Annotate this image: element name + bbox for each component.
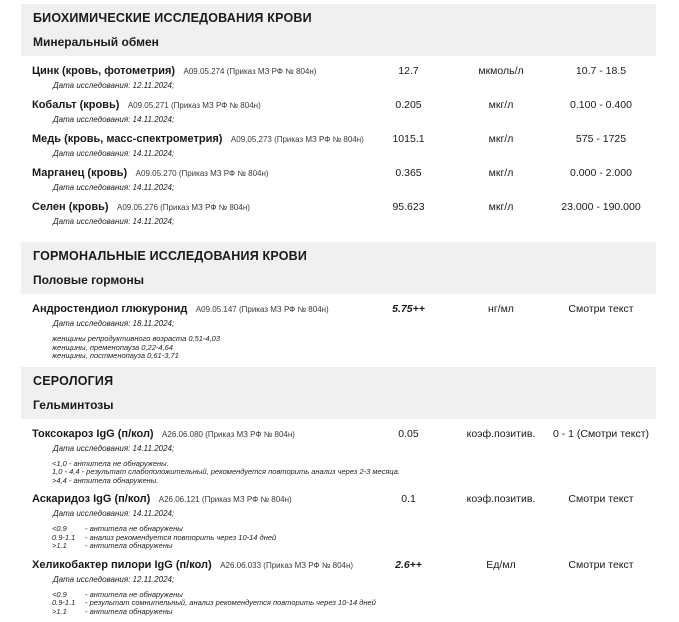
note-line: женщины, постменопауза 0,61-3,71 [52, 352, 656, 361]
test-name: Андростендиол глюкуронид [32, 303, 187, 315]
note-line: <1,0 - антитела не обнаружены. [52, 460, 656, 469]
test-row-helicobacter [21, 555, 656, 617]
section-rows-serology [21, 419, 656, 622]
test-row-main [21, 95, 656, 113]
test-reference-range: Смотри текст [546, 493, 656, 505]
section-rows-hormones [21, 294, 656, 367]
test-name: Медь (кровь, масс-спектрометрия) [32, 133, 222, 145]
note-threshold: <0.9 [52, 525, 85, 534]
test-name-cell [21, 197, 361, 215]
test-notes [52, 460, 656, 486]
test-name: Хеликобактер пилори IgG (п/кол) [32, 559, 212, 571]
test-name: Аскаридоз IgG (п/кол) [32, 493, 150, 505]
test-reference-range: Смотри текст [546, 303, 656, 315]
test-name: Цинк (кровь, фотометрия) [32, 65, 175, 77]
section-header-hormones [21, 242, 656, 294]
section-title: СЕРОЛОГИЯ [33, 374, 656, 389]
test-code: A26.06.033 (Приказ МЗ РФ № 804н) [220, 561, 353, 570]
test-name: Токсокароз IgG (п/кол) [32, 428, 154, 440]
test-row-copper [21, 129, 656, 159]
note-line: <0.9 - антитела не обнаружены [52, 591, 656, 600]
test-unit: мкг/л [456, 99, 546, 111]
section-title: ГОРМОНАЛЬНЫЕ ИССЛЕДОВАНИЯ КРОВИ [33, 249, 656, 264]
test-row-manganese [21, 163, 656, 193]
test-code: A09.05.270 (Приказ МЗ РФ № 804н) [136, 169, 269, 178]
test-name-cell [21, 489, 361, 507]
section-subtitle: Гельминтозы [33, 398, 656, 412]
test-notes [52, 591, 656, 617]
section-subtitle: Минеральный обмен [33, 35, 656, 49]
test-result: 0.1 [361, 493, 456, 505]
note-threshold: <0.9 [52, 591, 85, 600]
test-code: A09.05.276 (Приказ МЗ РФ № 804н) [117, 203, 250, 212]
test-name: Марганец (кровь) [32, 167, 127, 179]
test-row-main [21, 163, 656, 181]
test-unit: мкг/л [456, 133, 546, 145]
test-name-cell [21, 129, 361, 147]
test-unit: мкмоль/л [456, 65, 546, 77]
test-result: 0.05 [361, 428, 456, 440]
test-notes [52, 525, 656, 551]
note-threshold: 0.9-1.1 [52, 599, 85, 608]
test-date: Дата исследования: 12.11.2024; [53, 81, 656, 91]
test-row-main [21, 555, 656, 573]
test-unit: коэф.позитив. [456, 428, 546, 440]
note-line: 1,0 - 4,4 - результат слабоположительный, рекомендуется повторить анализ через 2-3 месяца. [52, 468, 656, 477]
test-name-cell [21, 95, 361, 113]
test-row-main [21, 489, 656, 507]
section-rows-biochemistry [21, 56, 656, 233]
test-row-ascariasis [21, 489, 656, 551]
test-date: Дата исследования: 14.11.2024; [53, 183, 656, 193]
test-date: Дата исследования: 12.11.2024; [53, 575, 656, 585]
test-name-cell [21, 424, 361, 442]
test-unit: Ед/мл [456, 559, 546, 571]
test-result: 0.365 [361, 167, 456, 179]
test-code: A26.06.121 (Приказ МЗ РФ № 804н) [159, 495, 292, 504]
test-row-androstanediol [21, 299, 656, 361]
test-name-cell [21, 299, 361, 317]
test-date: Дата исследования: 14.11.2024; [53, 509, 656, 519]
test-row-toxocariasis [21, 424, 656, 486]
test-result: 0.205 [361, 99, 456, 111]
note-line: женщины, пременопауза 0,22-4,64 [52, 344, 656, 353]
test-name: Кобальт (кровь) [32, 99, 119, 111]
test-reference-range: 575 - 1725 [546, 133, 656, 145]
test-date: Дата исследования: 14.11.2024; [53, 444, 656, 454]
note-line: <0.9 - антитела не обнаружены [52, 525, 656, 534]
test-notes [52, 335, 656, 361]
note-line: женщины репродуктивного возраста 0,51-4,03 [52, 335, 656, 344]
test-unit: коэф.позитив. [456, 493, 546, 505]
test-row-main [21, 299, 656, 317]
test-row-main [21, 61, 656, 79]
note-threshold: >1.1 [52, 608, 85, 617]
test-name-cell [21, 555, 361, 573]
test-date: Дата исследования: 14.11.2024; [53, 149, 656, 159]
test-result: 2.6++ [361, 559, 456, 571]
test-date: Дата исследования: 14.11.2024; [53, 217, 656, 227]
test-row-zinc [21, 61, 656, 91]
section-subtitle: Половые гормоны [33, 273, 656, 287]
test-result: 95.623 [361, 201, 456, 213]
note-threshold: >1.1 [52, 542, 85, 551]
test-reference-range: 0 - 1 (Смотри текст) [546, 428, 656, 440]
note-line: 0.9-1.1 - результат сомнительный, анализ рекомендуется повторить через 10-14 дней [52, 599, 656, 608]
test-result: 1015.1 [361, 133, 456, 145]
note-line: >4,4 - антитела обнаружены. [52, 477, 656, 486]
test-code: A09.05.274 (Приказ МЗ РФ № 804н) [184, 67, 317, 76]
note-threshold: 0.9-1.1 [52, 534, 85, 543]
test-unit: мкг/л [456, 201, 546, 213]
test-row-main [21, 129, 656, 147]
test-reference-range: Смотри текст [546, 559, 656, 571]
test-row-cobalt [21, 95, 656, 125]
test-row-main [21, 424, 656, 442]
test-row-main [21, 197, 656, 215]
test-name-cell [21, 163, 361, 181]
test-code: A09.05.271 (Приказ МЗ РФ № 804н) [128, 101, 261, 110]
test-unit: мкг/л [456, 167, 546, 179]
test-date: Дата исследования: 14.11.2024; [53, 115, 656, 125]
lab-report-content [21, 0, 656, 622]
test-name-cell [21, 61, 361, 79]
note-line: >1.1 - антитела обнаружены [52, 608, 656, 617]
test-code: A09.05.147 (Приказ МЗ РФ № 804н) [196, 305, 329, 314]
test-code: A09.05.273 (Приказ МЗ РФ № 804н) [231, 135, 364, 144]
test-result: 12.7 [361, 65, 456, 77]
section-header-serology [21, 367, 656, 419]
note-line: 0.9-1.1 - анализ рекомендуется повторить через 10-14 дней [52, 534, 656, 543]
section-header-biochemistry [21, 4, 656, 56]
test-reference-range: 0.100 - 0.400 [546, 99, 656, 111]
test-result: 5.75++ [361, 303, 456, 315]
test-code: A26.06.080 (Приказ МЗ РФ № 804н) [162, 430, 295, 439]
section-title: БИОХИМИЧЕСКИЕ ИССЛЕДОВАНИЯ КРОВИ [33, 11, 656, 26]
test-date: Дата исследования: 18.11.2024; [53, 319, 656, 329]
test-reference-range: 0.000 - 2.000 [546, 167, 656, 179]
test-reference-range: 23.000 - 190.000 [546, 201, 656, 213]
test-row-selenium [21, 197, 656, 227]
test-reference-range: 10.7 - 18.5 [546, 65, 656, 77]
note-line: >1.1 - антитела обнаружены [52, 542, 656, 551]
test-unit: нг/мл [456, 303, 546, 315]
test-name: Селен (кровь) [32, 201, 109, 213]
